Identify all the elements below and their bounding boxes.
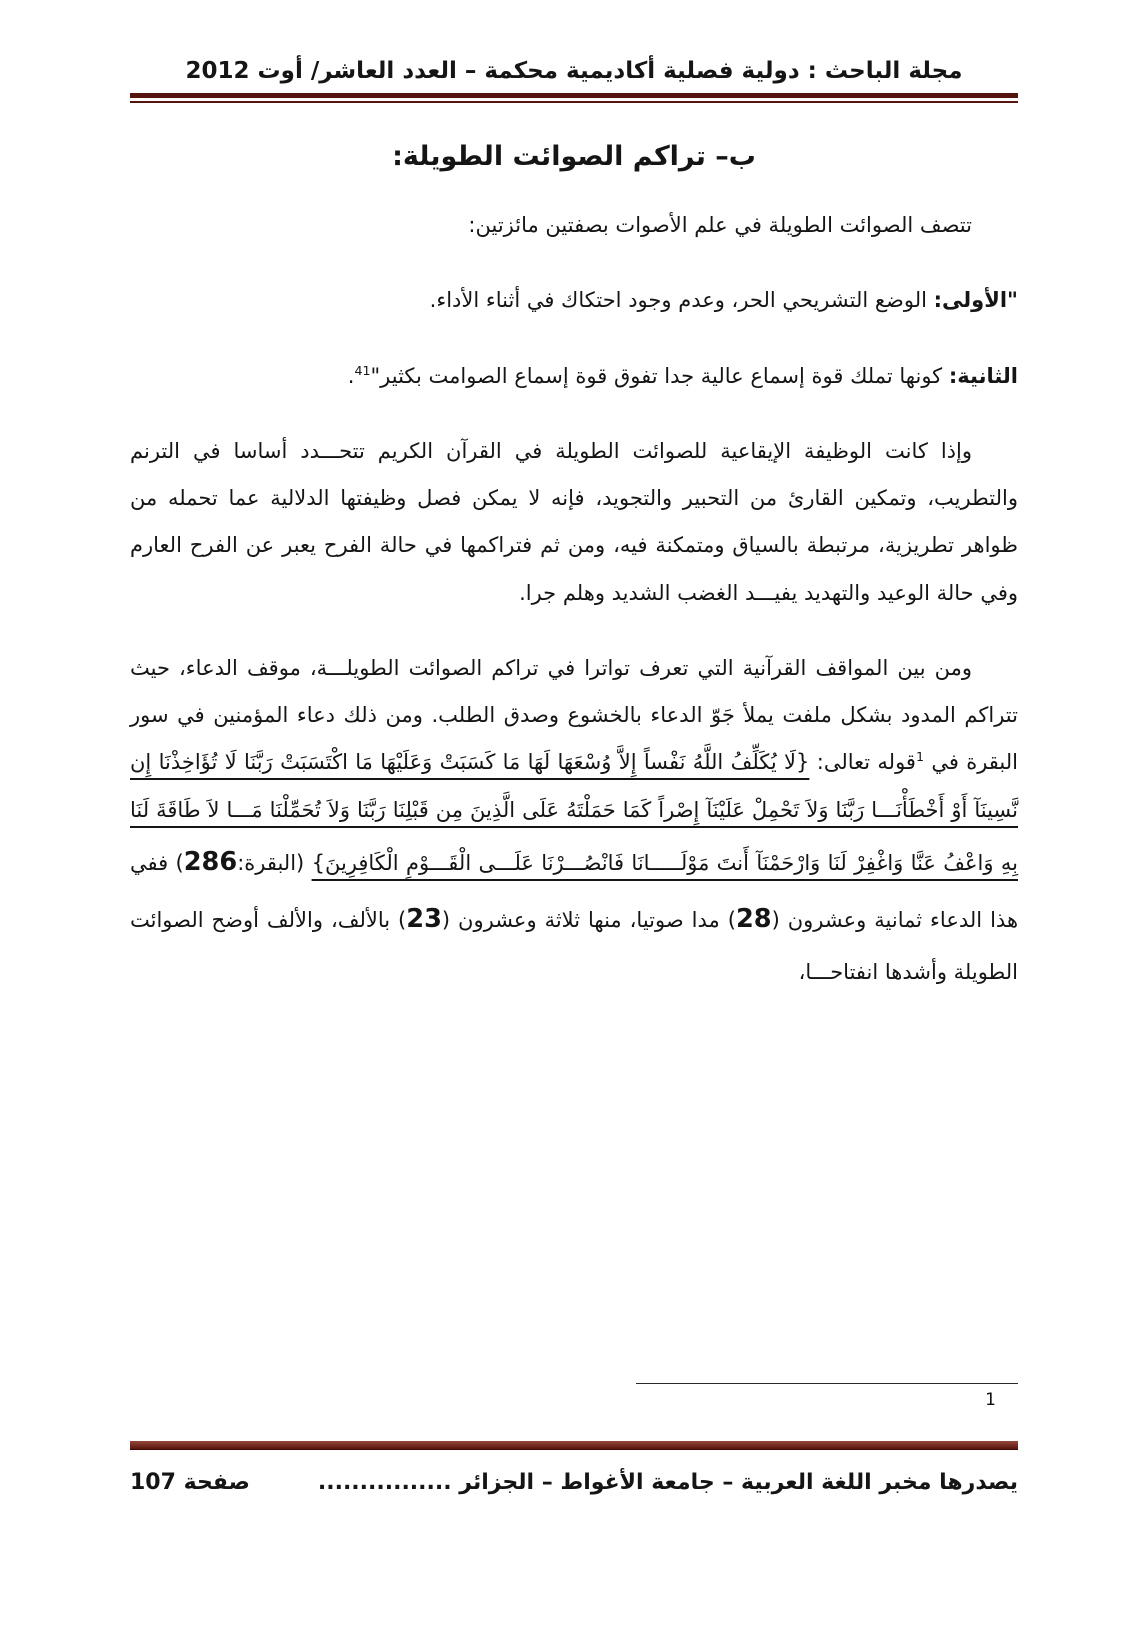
article-body [130, 202, 1018, 996]
quran-quote: {لَا يُكَلِّفُ اللَّهُ نَفْساً إِلاَّ وُسْعَهَا لَهَا مَا كَسَبَتْ وَعَلَيْهَا مَا اكْتَسَبَتْ رَبَّنَا لَا تُؤَاخِذْنَا إِن نَّسِينَآ أَوْ أَخْطَأْنَـــا رَبَّنَا وَلاَ تَحْمِلْ عَلَيْنَآ إِصْراً كَمَا حَمَلْتَهُ عَلَى الَّذِينَ مِن قَبْلِنَا رَبَّنَا وَلاَ تُحَمِّلْنَا مَـــا لاَ طَاقَةَ لَنَا بِهِ وَاعْفُ عَنَّا وَاغْفِرْ لَنَا وَارْحَمْنَآ أَنتَ مَوْلَـــــانَا فَانْصُـــرْنَا عَلَـــى الْقَـــوْمِ الْكَافِرِينَ} [130, 750, 1018, 875]
header-rule-thick [130, 93, 1018, 98]
footer-imprint: يصدرها مخبر اللغة العربية – جامعة الأغواط – الجزائر ................ [317, 1470, 1018, 1495]
page-number: صفحة 107 [130, 1470, 250, 1495]
verse-number: 286 [183, 846, 238, 877]
paragraph [130, 202, 1018, 249]
footer-row [130, 1470, 1018, 1495]
page-footer [130, 1441, 1018, 1495]
text-run: ومن بين المواقف القرآنية التي تعرف تواترا في تراكم الصوائت الطويلـــة، موقف الدعاء، حيث تتراكم المدود بشكل ملفت يملأ جَوّ الدعاء بالخشوع وصدق الطلب. ومن ذلك دعاء المؤمنين في سور البقرة في [130, 655, 1018, 775]
footnote-ref-1: 1 [915, 749, 924, 765]
article-main [130, 141, 1018, 996]
paragraph [130, 277, 1018, 324]
journal-header-title: مجلة الباحث : دولية فصلية أكاديمية محكمة – العدد العاشر/ أوت 2012 [185, 58, 963, 84]
count-total-madd: 28 [735, 904, 772, 935]
page-header [130, 58, 1018, 103]
text-run: تتصف الصوائت الطويلة في علم الأصوات بصفتين مائزتين: [468, 213, 972, 237]
section-heading: ب– تراكم الصوائت الطويلة: [392, 141, 756, 172]
text-run: الوضع التشريحي الحر، وعدم وجود احتكاك في أثناء الأداء. [429, 288, 934, 313]
count-alif-madd: 23 [406, 904, 442, 935]
text-run: (البقرة: [237, 850, 312, 875]
text-run: ) بالألف، والألف أوضح الصوائت الطويلة وأشدها انفتاحـــا، [130, 908, 1018, 985]
footnote-area [130, 1383, 1018, 1410]
footnote-ref-41: 41 [354, 362, 371, 378]
paragraph [130, 353, 1018, 400]
paragraph [130, 645, 1018, 997]
term-first: "الأولى: [933, 288, 1018, 313]
text-run: ) ففي هذا الدعاء ثمانية وعشرون ( [130, 850, 1019, 933]
footnote-number: 1 [985, 1390, 996, 1410]
paragraph [130, 428, 1018, 617]
text-run: وإذا كانت الوظيفة الإيقاعية للصوائت الطويلة في القرآن الكريم تتحـــدد أساسا في الترنم والتطريب، وتمكين القارئ من التحبير والتجويد، فإنه لا يمكن فصل وظيفتها الدلالية عما تحمله من ظواهر تطريزية، مرتبطة بالسياق ومتمكنة فيه، ومن ثم فتراكمها في حالة الفرح يعبر عن الفرح العارم وفي حالة الوعيد والتهديد يفيـــد الغضب الشديد وهلم جرا. [130, 438, 1018, 605]
text-run: كونها تملك قوة إسماع عالية جدا تفوق قوة إسماع الصوامت بكثير" [370, 363, 949, 388]
term-second: الثانية: [948, 363, 1018, 388]
header-rule-thin [130, 101, 1018, 103]
footer-rule [130, 1441, 1018, 1450]
text-run: ) مدا صوتيا، منها ثلاثة وعشرون ( [441, 908, 736, 933]
text-run: قوله تعالى: [809, 750, 916, 775]
text-run: . [347, 363, 355, 388]
